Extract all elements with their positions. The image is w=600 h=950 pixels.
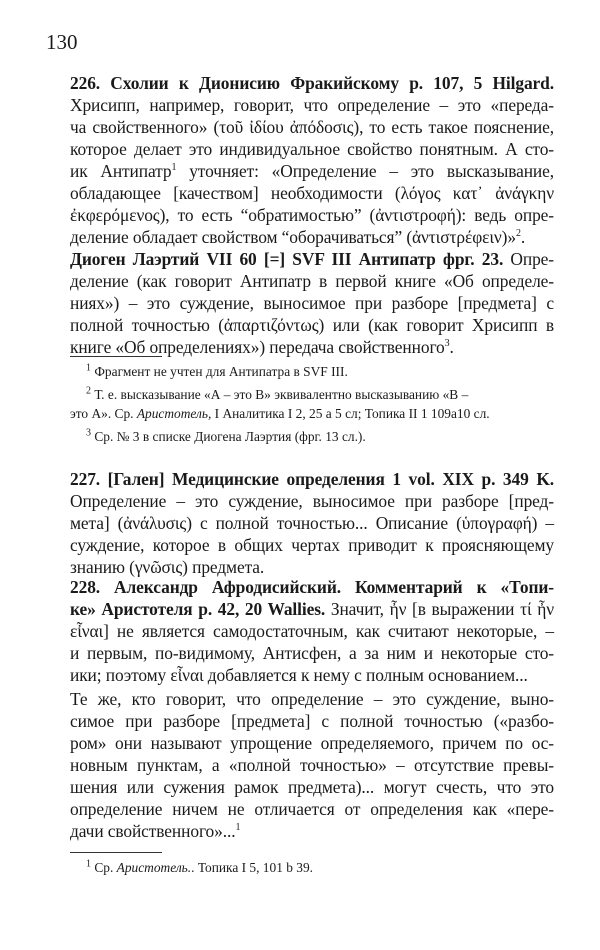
footnote-text: это А». Ср. — [70, 406, 137, 421]
diogenes-line — [70, 248, 554, 270]
footnote-text: I Аналитика I 2, 25 а 5 сл; Топика II 1 109а10 сл. — [211, 406, 490, 421]
text-span: Опре- — [503, 249, 554, 269]
text-span: уточняет: «Определение – это высказывание, — [176, 161, 554, 181]
section-226-heading: 226. Схолии к Дионисию Фракийскому p. 107, 5 Hilgard. — [70, 73, 554, 93]
footnote-num: 1 — [86, 362, 91, 374]
footnote — [86, 427, 546, 446]
section-228-line: εἶναι] не является самодостаточным, как считают некоторые, – — [70, 621, 554, 641]
section-228-heading: 228. Александр Афродисийский. Комментарий к «Топи- — [70, 577, 554, 597]
section-228-line: симое при разборе [предмета] с полной точностью («разбо- — [70, 711, 554, 731]
section-228-line: шения или сужения рамок предмета)... могут счесть, что это — [70, 777, 554, 797]
section-226-line: ниях») – это суждение, выносимое при разборе [предмета] с — [70, 293, 554, 313]
section-228-heading-line — [70, 598, 554, 620]
footnote — [70, 404, 530, 423]
text-span: Значит, ἦν [в выражении τί ἦν — [325, 599, 554, 619]
diogenes-heading: Диоген Лаэртий VII 60 [=] SVF III Антипатр фрг. 23. — [70, 249, 504, 269]
section-226-line: ча свойственного» (τοῦ ἰδίου ἀπόδοσις), то есть такое пояснение, — [70, 117, 554, 137]
section-226-line: ἐκφερόμενος), то есть “обратимостью” (ἀντιστροφή): ведь опре- — [70, 205, 554, 225]
text-span: . — [520, 227, 526, 247]
section-228-line: определение ничем не отличается от определения как «пере- — [70, 799, 554, 819]
footnote-num: 3 — [86, 427, 91, 439]
page-number: 130 — [46, 30, 78, 54]
section-228-line: ики; поэтому εἶναι добавляется к нему с полным основанием... — [70, 665, 528, 685]
section-227-line: мета] (ἀνάλυσις) с полной точностью... Описание (ὑπογραφή) – — [70, 513, 554, 533]
footnote-text: Ср. — [91, 860, 117, 875]
footnote-num: 1 — [86, 858, 91, 870]
footnote-ref: 1 — [235, 822, 241, 834]
section-228-heading-cont: ке» Аристотеля p. 42, 20 Wallies. — [70, 599, 326, 619]
footnote — [86, 858, 546, 877]
footnote-text: Т. е. высказывание «А – это В» эквивалентно высказыванию «В – — [91, 387, 469, 402]
text-span: ик Антипатр — [70, 161, 172, 181]
footnote-author: Аристотель, — [136, 406, 212, 421]
section-226-line: обладающее [качеством] необходимости (λόγος κατ᾽ ἀνάγκην — [70, 183, 554, 203]
section-226-line: Хрисипп, например, говорит, что определение – это «переда- — [70, 95, 554, 115]
footnote-text: . Топика I 5, 101 b 39. — [191, 860, 314, 875]
text-span: деление обладает свойством “оборачиваться” (ἀντιστρέφειν)» — [70, 227, 516, 247]
section-226-line — [70, 160, 554, 182]
footnote-author: Аристотель. — [116, 860, 192, 875]
footnote-ref: 2 — [515, 228, 521, 240]
section-227-line: Определение – это суждение, выносимое при разборе [пред- — [70, 491, 554, 511]
section-226-line: которое делает это индивидуальное свойство понятным. А сто- — [70, 139, 554, 159]
section-226-line: полной точностью (ἀπαρτιζόντως) или (как говорит Хрисипп в — [70, 315, 554, 335]
section-227-heading: 227. [Гален] Медицинские определения 1 vol. XIX p. 349 K. — [70, 469, 554, 489]
footnote — [86, 385, 546, 404]
section-226-line — [70, 336, 554, 358]
text-span: . — [449, 337, 454, 357]
section-226-line — [70, 226, 554, 248]
section-228-line: новным пунктам, а «полной точностью» – отсутствие превы- — [70, 755, 554, 775]
section-227-line: суждение, которое в общих чертах приводит к проясняющему — [70, 535, 554, 555]
section-228-line: и первым, по-видимому, Антисфен, а за ним и некоторые сто- — [70, 643, 554, 663]
footnote-ref: 3 — [444, 338, 450, 350]
footnote-text: Фрагмент не учтен для Антипатра в SVF III. — [91, 364, 348, 379]
footnote-rule — [70, 852, 162, 853]
section-228-line: ром» они называют упрощение определяемого, причем по ос- — [70, 733, 554, 753]
section-226-line: деление (как говорит Антипатр в первой книге «Об определе- — [70, 271, 554, 291]
footnote-num: 2 — [86, 385, 91, 397]
footnote-rule — [70, 356, 162, 357]
footnote — [86, 362, 546, 381]
section-228-line: Те же, кто говорит, что определение – это суждение, выно- — [70, 689, 554, 709]
footnote-ref: 1 — [171, 162, 177, 174]
text-span: дачи свойственного»... — [70, 821, 236, 841]
footnote-text: Ср. № 3 в списке Диогена Лаэртия (фрг. 13 сл.). — [91, 429, 366, 444]
section-228-line — [70, 820, 554, 842]
text-span: книге «Об определениях») передача свойственного — [70, 337, 445, 357]
section-227-line: знанию (γνῶσις) предмета. — [70, 557, 265, 577]
